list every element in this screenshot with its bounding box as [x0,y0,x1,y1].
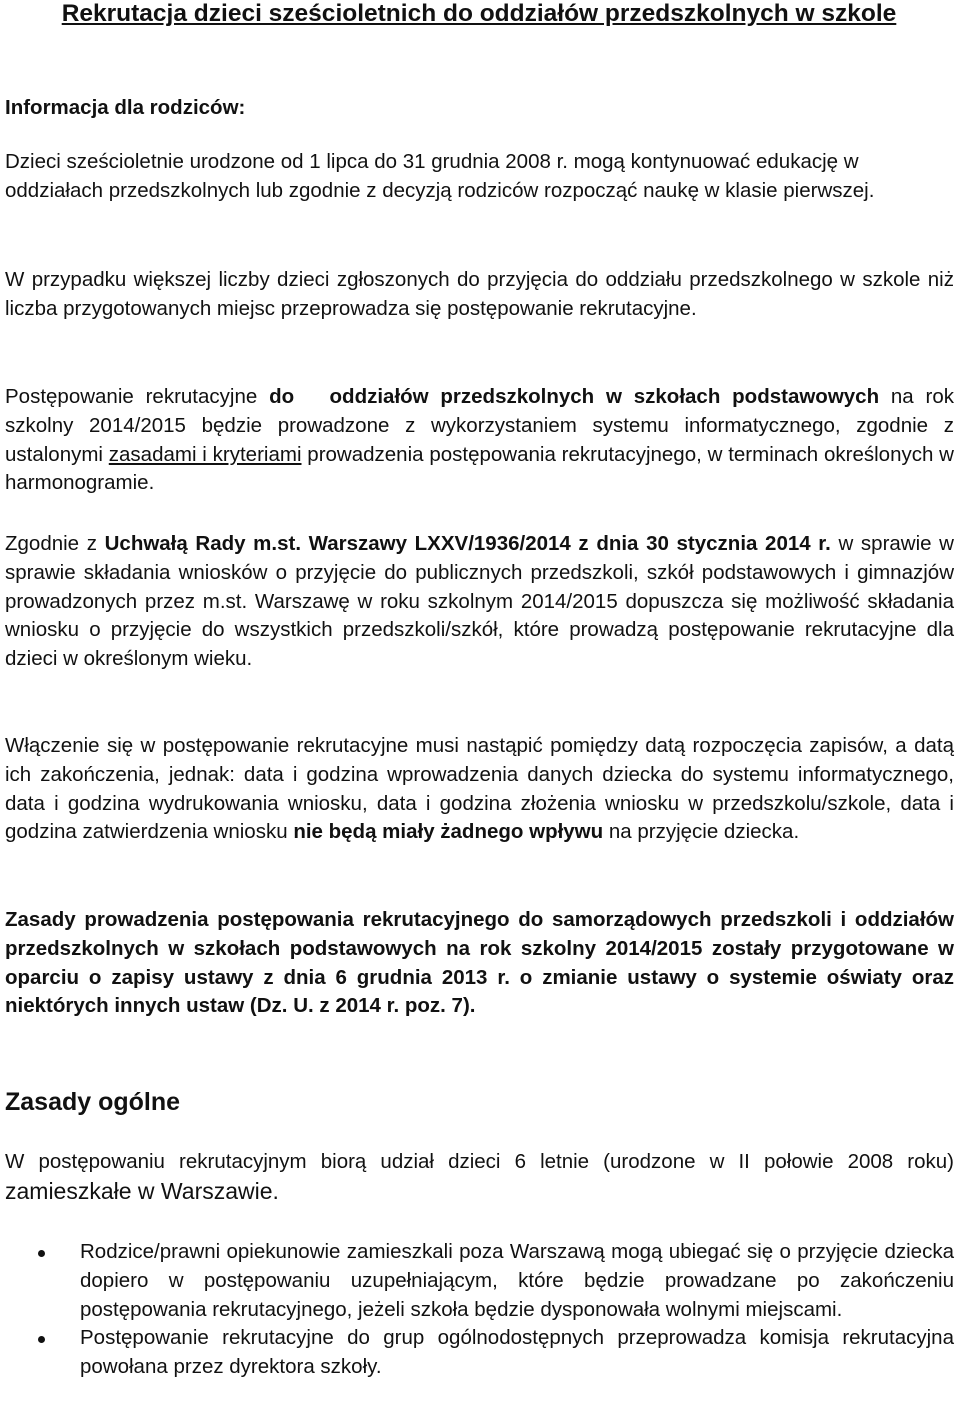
dates-text-c: na przyjęcie dziecka. [603,820,800,844]
rules-list [0,1238,954,1382]
list-item [0,1238,954,1324]
paragraph-resolution [5,530,954,674]
paragraph-birthdate: Dzieci sześcioletnie urodzone od 1 lipca do 31 grudnia 2008 r. mogą kontynuować edukację w oddziałach przedszkolnych lub zgodnie z decyzją rodziców rozpocząć naukę w klasie pierwszej. [5,150,875,202]
paragraph-dates [5,732,954,847]
paragraph-eligibility [5,1148,954,1208]
bullet-icon [38,1336,45,1343]
procedure-text-d: prowadzenia postępowania rekrutacyjnego, w terminach określonych w harmonogramie. [5,442,954,495]
paragraph-procedure [5,383,954,498]
resolution-text-a: Zgodnie z [5,532,105,555]
procedure-text-a: Postępowanie rekrutacyjne [5,385,270,408]
resolution-name: Uchwałą Rady m.st. Warszawy LXXV/1936/2014 z dnia 30 stycznia 2014 r. [104,532,831,555]
document-title: Rekrutacja dzieci sześcioletnich do oddziałów przedszkolnych w szkole [61,0,897,27]
paragraph-legal-basis: Zasady prowadzenia postępowania rekrutacyjnego do samorządowych przedszkoli i oddziałów przedszkolnych w szkołach podstawowych na rok szkolny 2014/2015 zostały przygotowane w oparciu o zapisy ustawy z dnia 6 grudnia 2013 r. o zmianie ustawy o systemie oświaty oraz niektórych innych ustaw (Dz. U. z 2014 r. poz. 7). [5,908,954,1018]
eligibility-text-bold: zamieszkałe w Warszawie. [5,1177,279,1204]
rules-link[interactable]: zasadami i kryteriami [108,442,302,466]
eligibility-text-a: W postępowaniu rekrutacyjnym biorą udział dzieci 6 letnie (urodzone w II połowie 2008 roku) [5,1150,954,1173]
bullet-icon [38,1250,45,1257]
section-heading-general: Zasady ogólne [5,1088,181,1116]
dates-text-bold: nie będą miały żadnego wpływu [293,820,604,844]
resolution-text-c: w sprawie w sprawie składania wniosków o przyjęcie do publicznych przedszkoli, szkół podstawowych i gimnazjów prowadzonych przez m.st. Warszawę w roku szkolnym 2014/2015 dopuszcza się możliwość składania wniosku o przyjęcie do wszystkich przedszkoli/szkół, które prowadzą postępowanie rekrutacyjne dla dzieci w określonym wieku. [5,532,954,671]
procedure-text-bold: do oddziałów przedszkolnych w szkołach podstawowych [269,385,880,408]
procedure-text-c: na rok szkolny 2014/2015 będzie prowadzone z wykorzystaniem systemu informatycznego, zgodnie z ustalonymi [5,385,954,466]
list-item [0,1324,954,1382]
paragraph-capacity: W przypadku większej liczby dzieci zgłoszonych do przyjęcia do oddziału przedszkolnego w szkole niż liczba przygotowanych miejsc przeprowadza się postępowanie rekrutacyjne. [5,268,954,320]
list-item-text: Rodzice/prawni opiekunowie zamieszkali poza Warszawą mogą ubiegać się o przyjęcie dziecka dopiero w postępowaniu uzupełniającym, które będzie prowadzane po zakończeniu postępowania rekrutacyjnego, jeżeli szkoła będzie dysponowała wolnymi miejscami. [80,1240,954,1321]
list-item-text: Postępowanie rekrutacyjne do grup ogólnodostępnych przeprowadza komisja rekrutacyjna powołana przez dyrektora szkoły. [80,1326,954,1379]
info-heading: Informacja dla rodziców: [5,96,246,119]
dates-text-a: Włączenie się w postępowanie rekrutacyjne musi nastąpić pomiędzy datą rozpoczęcia zapisów, a datą ich zakończenia, jednak: data i godzina wprowadzenia danych dziecka do systemu informatycznego, data i godzina wydrukowania wniosku, data i godzina złożenia wniosku w przedszkolu/szkole, data i godzina zatwierdzenia wniosku [5,734,954,844]
